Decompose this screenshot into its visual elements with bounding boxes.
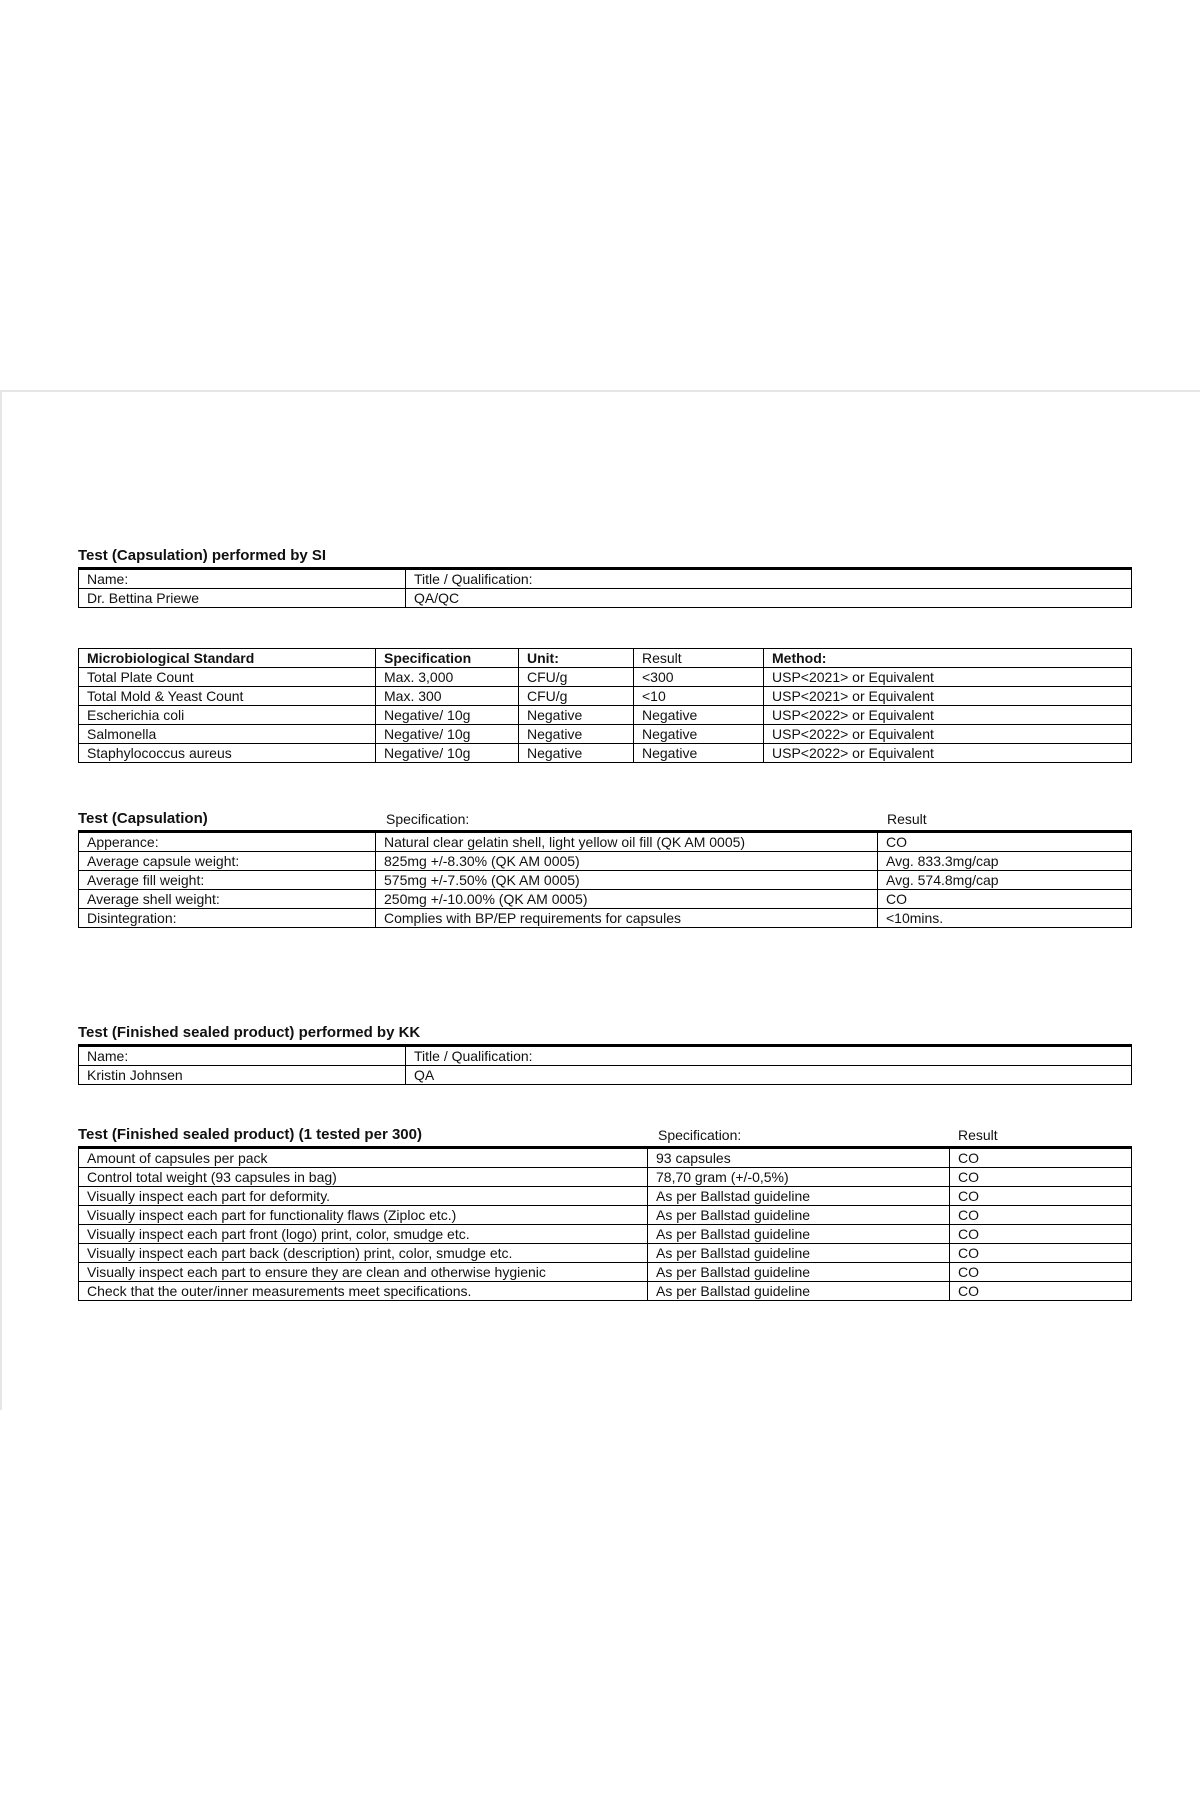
capsulation-cell: Average capsule weight: xyxy=(79,852,376,871)
capsulation-personnel-table xyxy=(78,567,1132,608)
micro-cell: Negative/ 10g xyxy=(376,744,519,763)
finished-cell: As per Ballstad guideline xyxy=(648,1244,950,1263)
micro-cell: Negative xyxy=(634,725,764,744)
finished-cell: Amount of capsules per pack xyxy=(79,1148,648,1168)
finished-cell: Visually inspect each part for deformity. xyxy=(79,1187,648,1206)
table-row xyxy=(79,1263,1132,1282)
micro-cell: USP<2022> or Equivalent xyxy=(764,744,1132,763)
name-label: Name: xyxy=(79,569,406,589)
finished-cell: Visually inspect each part back (description) print, color, smudge etc. xyxy=(79,1244,648,1263)
capsulation-test-section xyxy=(78,810,1132,928)
capsulation-cell: Disintegration: xyxy=(79,909,376,928)
name-label: Name: xyxy=(79,1046,406,1066)
qualification-value: QA/QC xyxy=(406,589,1132,608)
table-row xyxy=(79,1244,1132,1263)
finished-cell: 78,70 gram (+/-0,5%) xyxy=(648,1168,950,1187)
finished-cell: CO xyxy=(950,1148,1132,1168)
capsulation-cell: 825mg +/-8.30% (QK AM 0005) xyxy=(376,852,878,871)
name-value: Kristin Johnsen xyxy=(79,1066,406,1085)
qualification-label: Title / Qualification: xyxy=(406,569,1132,589)
finished-cell: Visually inspect each part to ensure they are clean and otherwise hygienic xyxy=(79,1263,648,1282)
finished-cell: CO xyxy=(950,1244,1132,1263)
capsulation-cell: CO xyxy=(878,832,1132,852)
table-row xyxy=(79,1187,1132,1206)
finished-cell: As per Ballstad guideline xyxy=(648,1225,950,1244)
capsulation-cell: 250mg +/-10.00% (QK AM 0005) xyxy=(376,890,878,909)
name-value: Dr. Bettina Priewe xyxy=(79,589,406,608)
finished-product-header xyxy=(78,1126,1132,1144)
micro-cell: Total Mold & Yeast Count xyxy=(79,687,376,706)
capsulation-personnel-section xyxy=(78,547,1132,608)
finished-cell: As per Ballstad guideline xyxy=(648,1282,950,1301)
table-row xyxy=(79,852,1132,871)
finished-cell: CO xyxy=(950,1225,1132,1244)
microbiological-header-row xyxy=(79,649,1132,668)
micro-cell: Negative/ 10g xyxy=(376,725,519,744)
finished-cell: CO xyxy=(950,1206,1132,1225)
micro-cell: Negative xyxy=(634,706,764,725)
micro-cell: Max. 3,000 xyxy=(376,668,519,687)
table-row xyxy=(79,687,1132,706)
table-row xyxy=(79,1206,1132,1225)
finished-cell: As per Ballstad guideline xyxy=(648,1206,950,1225)
micro-cell: Negative xyxy=(519,725,634,744)
finished-spec-header: Specification: xyxy=(658,1127,742,1143)
table-row xyxy=(79,1282,1132,1301)
micro-cell: Staphylococcus aureus xyxy=(79,744,376,763)
micro-header-method: Method: xyxy=(764,649,1132,668)
finished-cell: Visually inspect each part for functionality flaws (Ziploc etc.) xyxy=(79,1206,648,1225)
table-row xyxy=(79,832,1132,852)
capsulation-cell: Avg. 833.3mg/cap xyxy=(878,852,1132,871)
finished-cell: CO xyxy=(950,1168,1132,1187)
capsulation-test-header xyxy=(78,810,1132,828)
micro-cell: USP<2021> or Equivalent xyxy=(764,668,1132,687)
capsulation-spec-header: Specification: xyxy=(386,811,470,827)
finished-product-title: Test (Finished sealed product) (1 tested per 300) xyxy=(78,1126,422,1143)
finished-cell: Visually inspect each part front (logo) print, color, smudge etc. xyxy=(79,1225,648,1244)
table-row xyxy=(79,706,1132,725)
document-page xyxy=(0,390,1200,1410)
finished-product-section xyxy=(78,1126,1132,1301)
micro-cell: Negative/ 10g xyxy=(376,706,519,725)
capsulation-test-table xyxy=(78,830,1132,928)
micro-cell: Negative xyxy=(634,744,764,763)
micro-header-unit: Unit: xyxy=(519,649,634,668)
micro-cell: Negative xyxy=(519,706,634,725)
micro-cell: Salmonella xyxy=(79,725,376,744)
microbiological-section xyxy=(78,648,1132,763)
finished-personnel-table xyxy=(78,1044,1132,1085)
finished-cell: CO xyxy=(950,1282,1132,1301)
table-row xyxy=(79,725,1132,744)
table-row xyxy=(79,1168,1132,1187)
capsulation-cell: <10mins. xyxy=(878,909,1132,928)
finished-cell: Control total weight (93 capsules in bag) xyxy=(79,1168,648,1187)
capsulation-cell: Complies with BP/EP requirements for capsules xyxy=(376,909,878,928)
finished-cell: As per Ballstad guideline xyxy=(648,1187,950,1206)
qualification-value: QA xyxy=(406,1066,1132,1085)
capsulation-cell: Average shell weight: xyxy=(79,890,376,909)
micro-cell: Negative xyxy=(519,744,634,763)
capsulation-cell: 575mg +/-7.50% (QK AM 0005) xyxy=(376,871,878,890)
table-row xyxy=(79,668,1132,687)
capsulation-result-header: Result xyxy=(887,811,927,827)
finished-cell: As per Ballstad guideline xyxy=(648,1263,950,1282)
micro-cell: USP<2022> or Equivalent xyxy=(764,725,1132,744)
finished-cell: CO xyxy=(950,1187,1132,1206)
capsulation-cell: Apperance: xyxy=(79,832,376,852)
micro-cell: CFU/g xyxy=(519,668,634,687)
finished-personnel-section xyxy=(78,1024,1132,1085)
micro-cell: CFU/g xyxy=(519,687,634,706)
table-row xyxy=(79,1225,1132,1244)
table-row xyxy=(79,909,1132,928)
micro-cell: Max. 300 xyxy=(376,687,519,706)
qualification-label: Title / Qualification: xyxy=(406,1046,1132,1066)
finished-product-table xyxy=(78,1146,1132,1301)
capsulation-cell: Avg. 574.8mg/cap xyxy=(878,871,1132,890)
micro-cell: Escherichia coli xyxy=(79,706,376,725)
finished-result-header: Result xyxy=(958,1127,998,1143)
finished-personnel-title: Test (Finished sealed product) performed by KK xyxy=(78,1024,421,1041)
capsulation-cell: CO xyxy=(878,890,1132,909)
micro-cell: Total Plate Count xyxy=(79,668,376,687)
finished-cell: Check that the outer/inner measurements meet specifications. xyxy=(79,1282,648,1301)
micro-header-specification: Specification xyxy=(376,649,519,668)
micro-header-standard: Microbiological Standard xyxy=(79,649,376,668)
table-row xyxy=(79,890,1132,909)
capsulation-test-title: Test (Capsulation) xyxy=(78,810,208,827)
table-row xyxy=(79,744,1132,763)
capsulation-personnel-title: Test (Capsulation) performed by SI xyxy=(78,547,327,564)
micro-cell: <300 xyxy=(634,668,764,687)
finished-cell: CO xyxy=(950,1263,1132,1282)
capsulation-cell: Natural clear gelatin shell, light yellow oil fill (QK AM 0005) xyxy=(376,832,878,852)
finished-cell: 93 capsules xyxy=(648,1148,950,1168)
capsulation-cell: Average fill weight: xyxy=(79,871,376,890)
micro-cell: <10 xyxy=(634,687,764,706)
micro-cell: USP<2022> or Equivalent xyxy=(764,706,1132,725)
table-row xyxy=(79,871,1132,890)
table-row xyxy=(79,1148,1132,1168)
micro-header-result: Result xyxy=(634,649,764,668)
micro-cell: USP<2021> or Equivalent xyxy=(764,687,1132,706)
microbiological-table xyxy=(78,648,1132,763)
